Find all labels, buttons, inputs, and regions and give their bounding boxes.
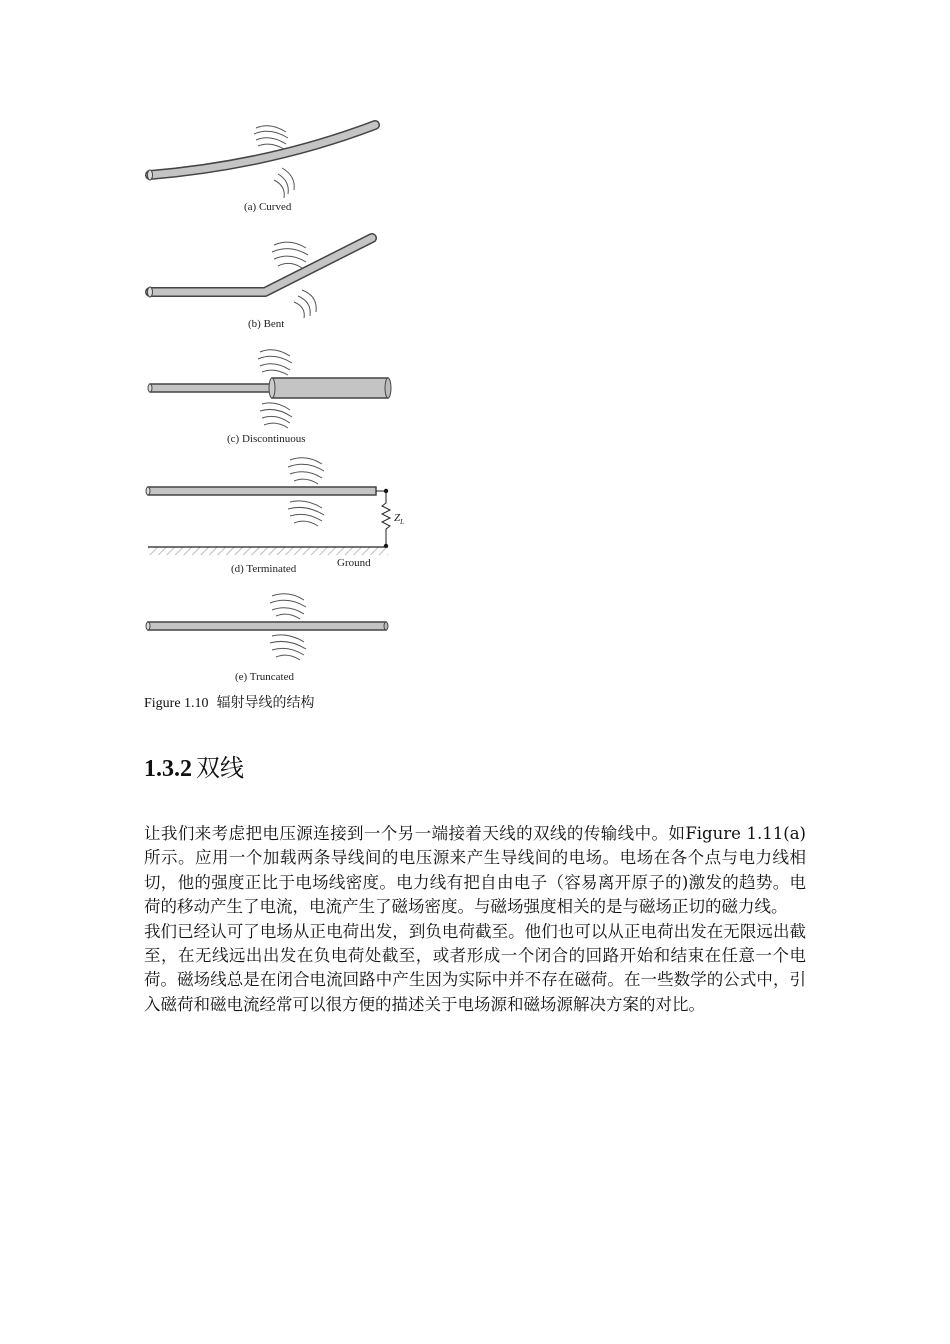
subfigure-label-curved: (a) Curved bbox=[244, 201, 292, 213]
ground-label: Ground bbox=[337, 557, 371, 569]
subfigure-label-discontinuous: (c) Discontinuous bbox=[227, 433, 306, 445]
ground-plane bbox=[148, 547, 388, 555]
figure-caption-text: 辐射导线的结构 bbox=[216, 696, 315, 711]
subfigure-label-truncated: (e) Truncated bbox=[235, 671, 294, 683]
truncated-wire bbox=[146, 622, 388, 630]
load-subscript: L bbox=[400, 518, 405, 527]
body-paragraph: 让我们来考虑把电压源连接到一个另一端接着天线的双线的传输线中。如Figure 1.11(a)所示。应用一个加载两条导线间的电压源来产生导线间的电场。电场在各个点与电力线相切，他的强度正比于电场线密度。电力线有把自由电子（容易离开原子的)激发的趋势。电荷的移动产生了电流，电流产生了磁场密度。与磁场强度相关的是与磁场正切的磁力线。 bbox=[144, 824, 806, 917]
section-title: 双线 bbox=[196, 756, 244, 782]
section-heading bbox=[144, 748, 244, 783]
curved-wire bbox=[148, 125, 376, 180]
section-number: 1.3.2 bbox=[144, 756, 192, 782]
load-impedance-label bbox=[394, 512, 404, 526]
subfigure-label-terminated: (d) Terminated bbox=[231, 563, 297, 575]
discontinuous-wire bbox=[148, 378, 391, 398]
body-paragraph: 我们已经认可了电场从正电荷出发，到负电荷截至。他们也可以从正电荷出发在无限远出截至，在无线远出出发在负电荷处截至，或者形成一个闭合的回路开始和结束在任意一个电荷。磁场线总是在闭合电流回路中产生因为实际中并不存在磁荷。在一些数学的公式中，引入磁荷和磁电流经常可以很方便的描述关于电场源和磁场源解决方案的对比。 bbox=[144, 921, 806, 1014]
bent-wire bbox=[148, 238, 373, 297]
figure-caption bbox=[144, 692, 315, 712]
terminated-wire bbox=[146, 487, 390, 548]
load-symbol: Z bbox=[394, 512, 401, 524]
body-text bbox=[144, 822, 806, 1017]
subfigure-label-bent: (b) Bent bbox=[248, 318, 285, 330]
figure-caption-number: Figure 1.10 bbox=[144, 696, 209, 711]
